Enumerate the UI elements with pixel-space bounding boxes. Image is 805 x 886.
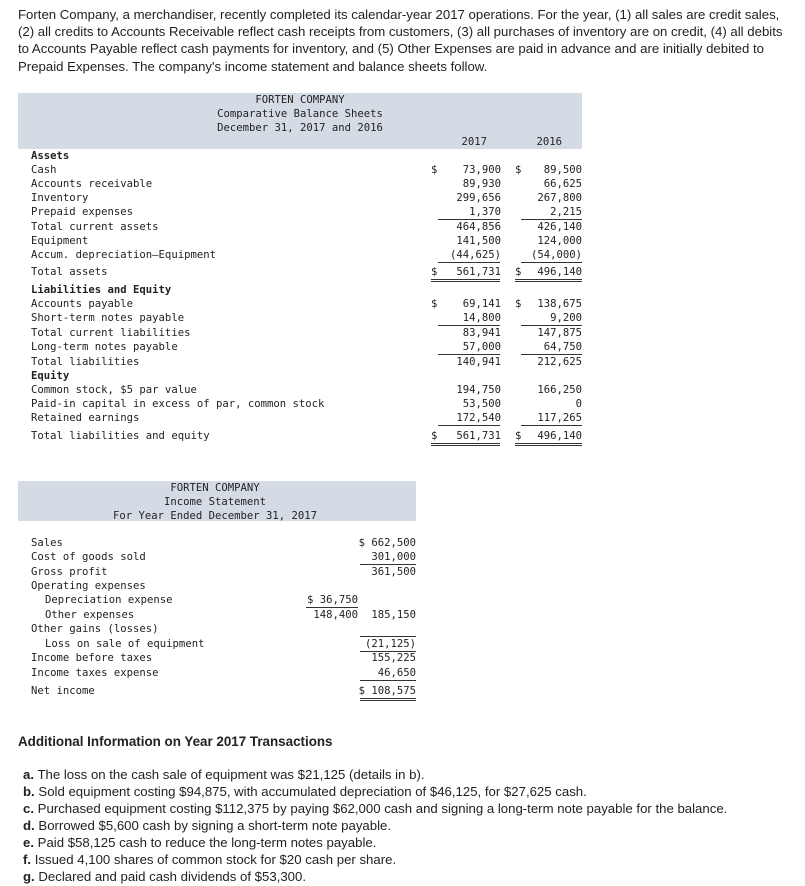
ar-2016: 66,625 [543,178,582,190]
rule [360,680,416,681]
intro-paragraph: Forten Company, a merchandiser, recently completed its calendar-year 2017 operations. For the year, (1) all sales are credit sales, (2) all credits to Accounts Receivable reflect cash receipts from customers, (3) all purchases of inventory are on credit, (4) all debits to Accounts Payable reflect cash payments for inventory, and (5) Other Expenses are paid in advance and are initially debited to Prepaid Expenses. The company's income statement and balance sheets follow. [18,7,783,74]
ar-label: Accounts receivable [31,178,153,190]
bs-title: Comparative Balance Sheets [217,108,383,120]
list-item [23,851,798,868]
equipment-2017: 141,500 [456,235,501,247]
double-rule [431,279,500,282]
tle-label: Total liabilities and equity [31,430,210,442]
bs-col-2016: 2016 [536,136,562,148]
loss-label: Loss on sale of equipment [45,638,205,650]
total-assets-2016: 496,140 [537,266,582,278]
ta-dollar-2017: $ [431,266,438,278]
item-letter: f. [23,852,32,867]
item-letter: d. [23,818,35,833]
other-expenses-label: Other expenses [45,609,135,621]
ibt-value: 155,225 [371,652,416,664]
double-rule [515,443,582,446]
double-rule [515,279,582,282]
net-income-value: $ 108,575 [358,685,416,697]
tl-label: Total liabilities [31,356,140,368]
loss-value: (21,125) [364,638,416,650]
net-income-label: Net income [31,685,95,697]
cogs-value: 301,000 [371,551,416,563]
item-letter: c. [23,801,34,816]
balance-sheet [18,93,582,447]
inventory-2016: 267,800 [537,192,582,204]
item-letter: e. [23,835,34,850]
bs-date: December 31, 2017 and 2016 [217,122,383,134]
accum-dep-2017: (44,625) [449,249,501,261]
other-expenses-value: 148,400 [313,609,358,621]
tle-2016: 496,140 [537,430,582,442]
list-item [23,766,798,783]
list-item [23,868,798,885]
item-letter: g. [23,869,35,884]
assets-heading: Assets [31,150,70,162]
prepaid-2016: 2,215 [550,206,582,218]
accum-dep-label: Accum. depreciation—Equipment [31,249,216,261]
ap-dollar-2016: $ [515,298,522,310]
cs-2017: 194,750 [456,384,501,396]
re-2016: 117,265 [537,412,582,424]
cash-label: Cash [31,164,57,176]
ap-dollar-2017: $ [431,298,438,310]
cash-2017: 73,900 [462,164,501,176]
tl-2016: 212,625 [537,356,582,368]
bs-company-name: FORTEN COMPANY [255,94,345,106]
tca-label: Total current assets [31,221,159,233]
prepaid-2017: 1,370 [469,206,501,218]
additional-heading: Additional Information on Year 2017 Transactions [18,734,333,749]
double-rule [360,698,416,701]
dep-label: Depreciation expense [45,594,173,606]
inventory-2017: 299,656 [456,192,501,204]
stnp-label: Short-term notes payable [31,312,185,324]
tca-2016: 426,140 [537,221,582,233]
ltnp-label: Long-term notes payable [31,341,178,353]
tcl-2017: 83,941 [462,327,501,339]
ta-dollar-2016: $ [515,266,522,278]
is-period: For Year Ended December 31, 2017 [112,510,318,522]
ar-2017: 89,930 [462,178,501,190]
gains-heading: Other gains (losses) [31,623,159,635]
opex-total: 185,150 [371,609,416,621]
cs-2016: 166,250 [537,384,582,396]
item-text: Issued 4,100 shares of common stock for $20 cash per share. [34,852,397,867]
cash-2016: 89,500 [543,164,582,176]
tca-2017: 464,856 [456,221,501,233]
re-label: Retained earnings [31,412,140,424]
equipment-label: Equipment [31,235,89,247]
item-letter: a. [23,767,34,782]
gross-profit-value: 361,500 [371,566,416,578]
tle-dollar-2017: $ [431,430,438,442]
tax-value: 46,650 [377,667,416,679]
tcl-label: Total current liabilities [31,327,191,339]
item-text: Paid $58,125 cash to reduce the long-term notes payable. [37,835,377,850]
pic-2017: 53,500 [462,398,501,410]
equipment-2016: 124,000 [537,235,582,247]
rule [360,636,416,637]
ltnp-2017: 57,000 [462,341,501,353]
stnp-2016: 9,200 [550,312,582,324]
is-company-name: FORTEN COMPANY [170,482,260,494]
stnp-2017: 14,800 [462,312,501,324]
bs-col-2017: 2017 [461,136,487,148]
liabilities-equity-heading: Liabilities and Equity [31,284,172,296]
double-rule [431,443,500,446]
list-item [23,783,798,800]
tl-2017: 140,941 [456,356,501,368]
income-statement [18,481,416,701]
item-text: Borrowed $5,600 cash by signing a short-term note payable. [38,818,392,833]
list-item [23,834,798,851]
cogs-label: Cost of goods sold [31,551,146,563]
rule [438,425,500,426]
gross-profit-label: Gross profit [31,566,108,578]
tle-2017: 561,731 [456,430,501,442]
rule [306,607,358,608]
cash-dollar-2017: $ [431,164,438,176]
equity-heading: Equity [31,370,70,382]
sales-value: $ 662,500 [358,537,416,549]
rule [521,262,582,263]
ap-label: Accounts payable [31,298,134,310]
opex-heading: Operating expenses [31,580,146,592]
ibt-label: Income before taxes [31,652,153,664]
rule [438,262,500,263]
prepaid-label: Prepaid expenses [31,206,134,218]
item-text: Purchased equipment costing $112,375 by paying $62,000 cash and signing a long-term note payable for the balance. [37,801,728,816]
tle-dollar-2016: $ [515,430,522,442]
tcl-2016: 147,875 [537,327,582,339]
total-assets-label: Total assets [31,266,108,278]
is-title: Income Statement [163,496,267,508]
tax-label: Income taxes expense [31,667,159,679]
item-text: Declared and paid cash dividends of $53,300. [38,869,307,884]
ap-2017: 69,141 [462,298,501,310]
additional-information [18,733,798,884]
pic-label: Paid-in capital in excess of par, common stock [31,398,325,410]
rule [521,425,582,426]
accum-dep-2016: (54,000) [530,249,582,261]
cash-dollar-2016: $ [515,164,522,176]
ap-2016: 138,675 [537,298,582,310]
ltnp-2016: 64,750 [543,341,582,353]
item-letter: b. [23,784,35,799]
inventory-label: Inventory [31,192,89,204]
item-text: Sold equipment costing $94,875, with accumulated depreciation of $46,125, for $27,625 cash. [38,784,587,799]
cs-label: Common stock, $5 par value [31,384,197,396]
transaction-list [23,766,798,885]
sales-label: Sales [31,537,63,549]
item-text: The loss on the cash sale of equipment was $21,125 (details in b). [37,767,425,782]
list-item [23,817,798,834]
dep-value: $ 36,750 [306,594,358,606]
list-item [23,800,798,817]
pic-2016: 0 [575,398,582,410]
re-2017: 172,540 [456,412,501,424]
total-assets-2017: 561,731 [456,266,501,278]
